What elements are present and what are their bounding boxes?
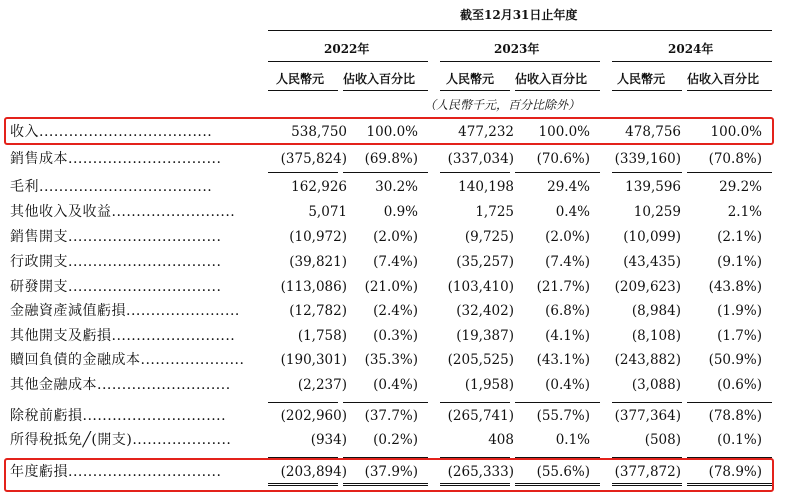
- revenue-highlight-box: [4, 117, 774, 145]
- row-label: [10, 376, 260, 394]
- row-value: 0.9%: [383, 204, 418, 220]
- table-row: [0, 325, 786, 347]
- row-value: 1,725: [475, 204, 514, 220]
- col-amount-2024: 人民幣元: [617, 72, 666, 86]
- subtotal-rule-pretax-2: [343, 402, 428, 403]
- col-rule-2: [343, 90, 428, 91]
- table-row: [0, 405, 786, 427]
- year-rule-2022: [268, 61, 428, 62]
- row-value: (375,824): [280, 151, 347, 167]
- row-value: (12,782): [289, 303, 347, 319]
- row-label-text: 銷售開支: [10, 229, 68, 245]
- row-value: 478,756: [625, 124, 681, 140]
- col-amount-2022: 人民幣元: [276, 72, 325, 86]
- subtotal-rule-gross-5: [612, 172, 682, 173]
- row-value: (32,402): [456, 303, 514, 319]
- subtotal-rule-pretax-6: [687, 402, 772, 403]
- table-row: [0, 374, 786, 396]
- row-label: [10, 351, 260, 369]
- col-rule-5: [612, 90, 682, 91]
- row-value: (10,099): [623, 229, 681, 245]
- row-value: (0.4%): [373, 377, 418, 393]
- row-label: [10, 253, 260, 271]
- row-value: (69.8%): [364, 151, 418, 167]
- row-value: 30.2%: [375, 179, 418, 195]
- row-value: (0.2%): [373, 432, 418, 448]
- row-value: (337,034): [447, 151, 514, 167]
- row-leader-dots: ...............................: [68, 229, 222, 245]
- row-value: (55.7%): [536, 408, 590, 424]
- row-value: (202,960): [280, 408, 347, 424]
- row-value: (78.9%): [708, 464, 762, 480]
- row-label-text: 收入: [10, 124, 39, 140]
- row-value: (37.9%): [364, 464, 418, 480]
- row-value: (3,088): [631, 377, 681, 393]
- row-value: (8,984): [631, 303, 681, 319]
- row-value: (10,972): [289, 229, 347, 245]
- table-row: [0, 148, 786, 170]
- subtotal-rule-gross-6: [687, 172, 772, 173]
- row-value: (203,894): [280, 464, 347, 480]
- row-value: (43,435): [623, 254, 681, 270]
- row-value: (205,525): [447, 352, 514, 368]
- table-row: [0, 429, 786, 451]
- year-2022: 2022年: [324, 42, 370, 56]
- row-leader-dots: ...............................: [68, 254, 222, 270]
- row-value: 5,071: [308, 204, 347, 220]
- table-row: [0, 201, 786, 223]
- row-value: (35,257): [456, 254, 514, 270]
- row-value: 0.1%: [555, 432, 590, 448]
- row-value: (8,108): [631, 328, 681, 344]
- row-value: (37.7%): [364, 408, 418, 424]
- row-value: (190,301): [280, 352, 347, 368]
- row-label-text: 年度虧損: [10, 464, 68, 480]
- row-label-text: 所得稅抵免╱(開支): [10, 432, 133, 448]
- row-value: (1,758): [297, 328, 347, 344]
- row-leader-dots: ...............................: [68, 464, 222, 480]
- row-value: 29.2%: [719, 179, 762, 195]
- col-amount-2023: 人民幣元: [446, 72, 495, 86]
- year-2023: 2023年: [494, 42, 540, 56]
- row-leader-dots: ...............................: [68, 151, 222, 167]
- row-value: (9.1%): [717, 254, 762, 270]
- row-value: (70.6%): [536, 151, 590, 167]
- row-value: (265,333): [447, 464, 514, 480]
- year-2024: 2024年: [668, 42, 714, 56]
- row-value: 139,596: [625, 179, 681, 195]
- row-value: (113,086): [280, 279, 347, 295]
- row-value: (0.6%): [717, 377, 762, 393]
- row-value: (0.4%): [545, 377, 590, 393]
- row-value: (2.4%): [373, 303, 418, 319]
- row-leader-dots: .............................: [82, 408, 227, 424]
- row-value: (2.1%): [717, 229, 762, 245]
- row-value: (9,725): [464, 229, 514, 245]
- row-value: (508): [644, 432, 681, 448]
- subtotal-rule-gross-2: [343, 172, 428, 173]
- col-rule-1: [268, 90, 338, 91]
- row-value: 29.4%: [547, 179, 590, 195]
- row-value: (43.1%): [536, 352, 590, 368]
- row-value: (934): [310, 432, 347, 448]
- row-value: (243,882): [614, 352, 681, 368]
- row-leader-dots: ...............................: [68, 279, 222, 295]
- row-value: (2.0%): [545, 229, 590, 245]
- row-label: [10, 327, 260, 345]
- row-label: [10, 431, 260, 449]
- row-value: 477,232: [458, 124, 514, 140]
- year-rule-2024: [612, 61, 772, 62]
- row-value: (1.7%): [717, 328, 762, 344]
- row-value: 408: [488, 432, 514, 448]
- row-value: (70.8%): [708, 151, 762, 167]
- row-label-text: 毛利: [10, 179, 39, 195]
- row-value: 162,926: [291, 179, 347, 195]
- row-leader-dots: ...................................: [39, 179, 213, 195]
- row-value: (7.4%): [545, 254, 590, 270]
- row-label: [10, 278, 260, 296]
- table-row: [0, 251, 786, 273]
- row-value: 2.1%: [727, 204, 762, 220]
- row-value: 10,259: [633, 204, 681, 220]
- row-leader-dots: .........................: [111, 328, 236, 344]
- row-value: (43.8%): [708, 279, 762, 295]
- col-rule-6: [687, 90, 772, 91]
- row-value: (21.0%): [364, 279, 418, 295]
- row-label: [10, 228, 260, 246]
- row-leader-dots: .....................: [140, 352, 245, 368]
- row-value: (35.3%): [364, 352, 418, 368]
- row-value: (2.0%): [373, 229, 418, 245]
- row-value: (0.3%): [373, 328, 418, 344]
- subtotal-rule-pretax-4: [515, 402, 600, 403]
- col-rule-3: [440, 90, 510, 91]
- row-value: 100.0%: [710, 124, 762, 140]
- row-value: (339,160): [614, 151, 681, 167]
- row-value: 100.0%: [366, 124, 418, 140]
- row-value: (1.9%): [717, 303, 762, 319]
- row-value: (209,623): [614, 279, 681, 295]
- row-label-text: 其他開支及虧損: [10, 328, 112, 344]
- row-value: (39,821): [289, 254, 347, 270]
- row-value: (4.1%): [545, 328, 590, 344]
- row-value: (21.7%): [536, 279, 590, 295]
- col-percent-2022: 佔收入百分比: [343, 72, 416, 86]
- col-percent-2024: 佔收入百分比: [687, 72, 760, 86]
- row-value: (377,872): [614, 464, 681, 480]
- row-label: [10, 150, 260, 168]
- row-value: (103,410): [447, 279, 514, 295]
- row-value: 140,198: [458, 179, 514, 195]
- row-label: [10, 407, 260, 425]
- row-label-text: 行政開支: [10, 254, 68, 270]
- row-label: [10, 302, 260, 320]
- table-row: [0, 176, 786, 198]
- row-value: 100.0%: [538, 124, 590, 140]
- period-title: 截至12月31日止年度: [460, 8, 578, 22]
- row-label-text: 其他收入及收益: [10, 204, 112, 220]
- row-leader-dots: ...................................: [39, 124, 213, 140]
- col-percent-2023: 佔收入百分比: [515, 72, 588, 86]
- row-label: [10, 203, 260, 221]
- year-rule-2023: [440, 61, 600, 62]
- row-leader-dots: .........................: [111, 204, 236, 220]
- row-value: (78.8%): [708, 408, 762, 424]
- unit-note: （人民幣千元，百分比除外）: [424, 98, 581, 112]
- subtotal-rule-pretax-3: [440, 402, 510, 403]
- row-label-text: 除稅前虧損: [10, 408, 83, 424]
- row-value: (19,387): [456, 328, 514, 344]
- col-rule-4: [515, 90, 600, 91]
- subtotal-rule-gross-1: [268, 172, 338, 173]
- subtotal-rule-pretax-5: [612, 402, 682, 403]
- row-value: 538,750: [291, 124, 347, 140]
- row-value: (377,364): [614, 408, 681, 424]
- row-leader-dots: ....................: [132, 432, 232, 448]
- row-value: (0.1%): [717, 432, 762, 448]
- table-row: [0, 349, 786, 371]
- row-leader-dots: .......................: [126, 303, 240, 319]
- row-value: (1,958): [464, 377, 514, 393]
- row-label-text: 其他金融成本: [10, 377, 97, 393]
- table-row: [0, 276, 786, 298]
- period-rule: [268, 30, 772, 31]
- table-row: [0, 300, 786, 322]
- table-row: [0, 226, 786, 248]
- row-value: 0.4%: [555, 204, 590, 220]
- row-label: [10, 178, 260, 196]
- subtotal-rule-gross-4: [515, 172, 600, 173]
- row-value: (2,237): [297, 377, 347, 393]
- subtotal-rule-gross-3: [440, 172, 510, 173]
- row-leader-dots: ...........................: [97, 377, 231, 393]
- row-label-text: 銷售成本: [10, 151, 68, 167]
- row-label-text: 金融資產減值虧損: [10, 303, 126, 319]
- subtotal-rule-pretax-1: [268, 402, 338, 403]
- row-value: (50.9%): [708, 352, 762, 368]
- row-value: (6.8%): [545, 303, 590, 319]
- row-label-text: 研發開支: [10, 279, 68, 295]
- row-value: (55.6%): [536, 464, 590, 480]
- row-value: (265,741): [447, 408, 514, 424]
- row-value: (7.4%): [373, 254, 418, 270]
- row-label-text: 贖回負債的金融成本: [10, 352, 141, 368]
- annual-loss-highlight-box: [4, 458, 774, 492]
